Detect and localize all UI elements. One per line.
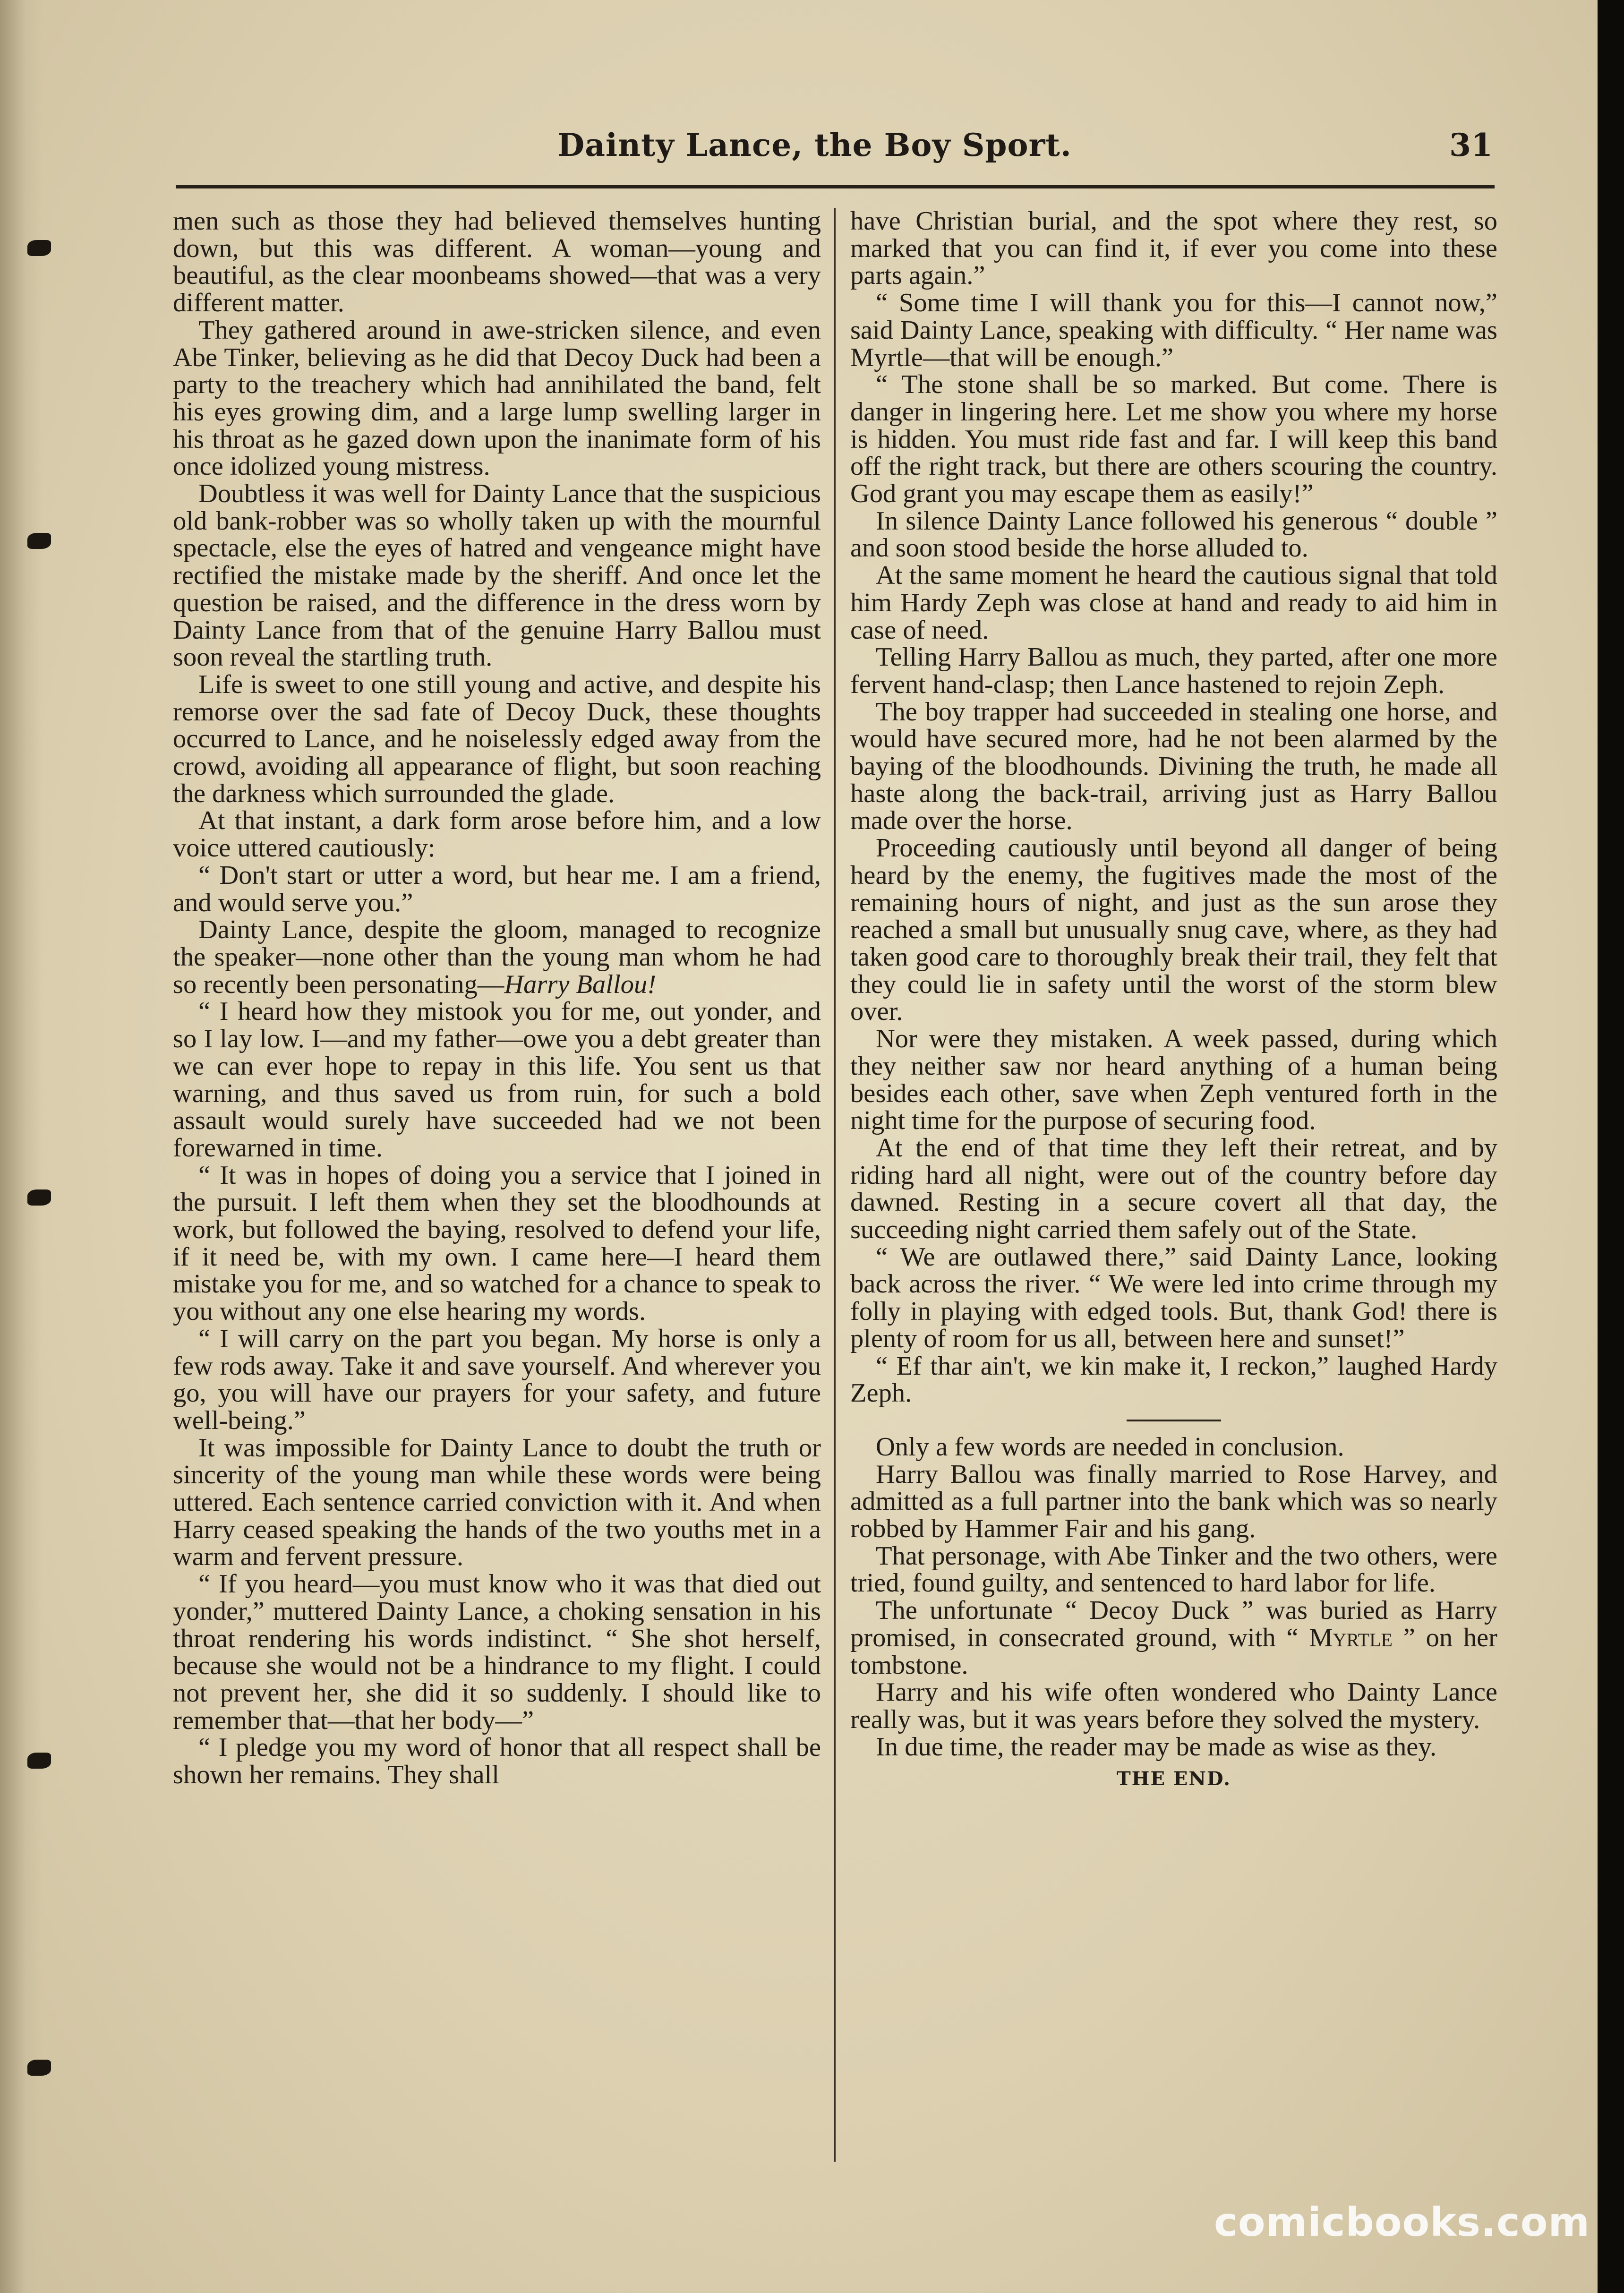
the-end-label: THE END. bbox=[1116, 1768, 1231, 1790]
paragraph: At the end of that time they left their retreat, and by riding hard all night, were out of the country before day dawned. Resting in a secure covert all that day, the succeeding night carried them safely out of the State. bbox=[850, 1133, 1497, 1245]
paragraph: Only a few words are needed in conclusion. bbox=[876, 1432, 1344, 1462]
paragraph: “ I heard how they mistook you for me, out yonder, and so I lay low. I—and my father—owe you a debt greater than we can ever hope to repay in this life. You sent us that warning, and thus saved us from ruin, for such a bold assault would surely have succeeded had we not been forewarned in time. bbox=[173, 997, 821, 1163]
paragraph: At the same moment he heard the cautious signal that told him Hardy Zeph was close at hand and ready to aid him in case of need. bbox=[850, 561, 1497, 645]
binding-staple-hole bbox=[27, 1189, 51, 1206]
paragraph: “ We are outlawed there,” said Dainty Lance, looking back across the river. “ We were led into crime through my folly in playing with edged tools. But, thank God! there is plenty of room for us all, between here and sunset!” bbox=[850, 1242, 1497, 1353]
running-title: Dainty Lance, the Boy Sport. bbox=[557, 127, 1072, 163]
paragraph: “ Some time I will thank you for this—I cannot now,” said Dainty Lance, speaking with difficulty. “ Her name was Myrtle—that will be enough.” bbox=[850, 288, 1497, 372]
spine-shadow bbox=[0, 0, 43, 2293]
paragraph: “ If you heard—you must know who it was that died out yonder,” muttered Dainty Lance, a choking sensation in his throat rendering his words indistinct. “ She shot herself, because she would not be a hindrance to my flight. I could not prevent her, she did it so suddenly. I should like to remember that—that her body—” bbox=[173, 1569, 821, 1735]
paragraph-text: ” on her tombstone. bbox=[850, 1623, 1497, 1680]
page-number: 31 bbox=[1449, 127, 1493, 163]
paragraph: Harry and his wife often wondered who Dainty Lance really was, but it was years before they solved the mystery. bbox=[850, 1677, 1497, 1734]
paragraph: Proceeding cautiously until beyond all danger of being heard by the enemy, the fugitives made the most of the remaining hours of night, and just as the sun arose they reached a small but unusually snug cave, where, as they had taken good care to thoroughly break their trail, they felt that they could lie in safety until the worst of the storm blew over. bbox=[850, 833, 1497, 1027]
right-text-column bbox=[850, 208, 1497, 1793]
running-header bbox=[557, 127, 1493, 179]
binding-staple-hole bbox=[27, 2060, 51, 2076]
paragraph: “ I pledge you my word of honor that all respect shall be shown her remains. They shall bbox=[173, 1733, 821, 1790]
binding-staple-hole bbox=[27, 533, 51, 549]
paragraph: “ It was in hopes of doing you a service that I joined in the pursuit. I left them when they set the bloodhounds at work, but followed the baying, resolved to defend your life, if it need be, with my own. I came here—I heard them mistake you for me, and so watched for a chance to speak to you without any one else hearing my words. bbox=[173, 1160, 821, 1326]
paragraph: They gathered around in awe-stricken silence, and even Abe Tinker, believing as he did that Decoy Duck had been a party to the treachery which had annihilated the band, felt his eyes growing dim, and a large lump swelling larger in his throat as he gazed down upon the inanimate form of his once idolized young mistress. bbox=[173, 315, 821, 481]
paragraph: In silence Dainty Lance followed his generous “ double ” and soon stood beside the horse alluded to. bbox=[850, 506, 1497, 563]
binding-staple-hole bbox=[27, 1753, 51, 1769]
paragraph: Doubtless it was well for Dainty Lance that the suspicious old bank-robber was so wholly taken up with the mournful spectacle, else the eyes of hatred and vengeance might have rectified the mistake made by the sheriff. And once let the question be raised, and the difference in the dress worn by Dainty Lance from that of the genuine Harry Ballou must soon reveal the startling truth. bbox=[173, 479, 821, 672]
section-divider bbox=[1127, 1420, 1221, 1421]
binding-staple-hole bbox=[27, 240, 51, 256]
paragraph: In due time, the reader may be made as wise as they. bbox=[876, 1732, 1437, 1762]
paragraph bbox=[850, 1597, 1497, 1679]
paragraph-text: The unfortunate “ Decoy Duck ” was buried as Harry promised, in consecrated ground, with “ bbox=[850, 1596, 1497, 1652]
paragraph-text: Dainty Lance, despite the gloom, managed to recognize the speaker—none other than the young man whom he had so recently been personating— bbox=[173, 915, 821, 999]
paragraph: Nor were they mistaken. A week passed, during which they neither saw nor heard anything of a human being besides each other, save when Zeph ventured forth in the night time for the purpose of securing food. bbox=[850, 1024, 1497, 1136]
paragraph: The boy trapper had succeeded in stealing one horse, and would have secured more, had he not been alarmed by the baying of the bloodhounds. Divining the truth, he made all haste along the back-trail, arriving just as Harry Ballou made over the horse. bbox=[850, 697, 1497, 836]
column-divider bbox=[834, 208, 836, 2162]
paragraph: That personage, with Abe Tinker and the two others, were tried, found guilty, and sentenced to hard labor for life. bbox=[850, 1541, 1497, 1598]
paragraph: Telling Harry Ballou as much, they parted, after one more fervent hand-clasp; then Lance hastened to rejoin Zeph. bbox=[850, 642, 1497, 699]
paragraph: men such as those they had believed themselves hunting down, but this was different. A woman—young and beautiful, as the clear moonbeams showed—that was a very different matter. bbox=[173, 206, 821, 318]
paragraph: “ The stone shall be so marked. But come. There is danger in lingering here. Let me show you where my horse is hidden. You must ride fast and far. I will keep this band off the right track, but there are others scouring the country. God grant you may escape them as easily!” bbox=[850, 370, 1497, 509]
paragraph bbox=[173, 916, 821, 998]
paragraph: “ Don't start or utter a word, but hear me. I am a friend, and would serve you.” bbox=[173, 860, 821, 917]
paragraph: At that instant, a dark form arose before him, and a low voice uttered cautiously: bbox=[173, 806, 821, 863]
paragraph: “ Ef thar ain't, we kin make it, I reckon,” laughed Hardy Zeph. bbox=[850, 1351, 1497, 1408]
header-rule bbox=[176, 185, 1495, 188]
left-text-column bbox=[173, 208, 821, 1789]
paragraph: Harry Ballou was finally married to Rose Harvey, and admitted as a full partner into the bank which was so nearly robbed by Hammer Fair and his gang. bbox=[850, 1459, 1497, 1544]
paragraph: “ I will carry on the part you began. My horse is only a few rods away. Take it and save yourself. And wherever you go, you will have our prayers for your safety, and future well-being.” bbox=[173, 1324, 821, 1435]
paragraph: have Christian burial, and the spot where they rest, so marked that you can find it, if ever you come into these parts again.” bbox=[850, 206, 1497, 291]
paragraph: Life is sweet to one still young and active, and despite his remorse over the sad fate of Decoy Duck, these thoughts occurred to Lance, and he noiselessly edged away from the crowd, avoiding all appearance of flight, but soon reaching the darkness which surrounded the glade. bbox=[173, 669, 821, 808]
watermark: comicbooks.com bbox=[1214, 2199, 1590, 2245]
italic-name: Harry Ballou! bbox=[504, 969, 657, 999]
tombstone-name: Myrtle bbox=[1309, 1623, 1393, 1652]
paragraph: It was impossible for Dainty Lance to doubt the truth or sincerity of the young man while these words were being uttered. Each sentence carried conviction with it. And when Harry ceased speaking the hands of the two youths met in a warm and fervent pressure. bbox=[173, 1433, 821, 1572]
